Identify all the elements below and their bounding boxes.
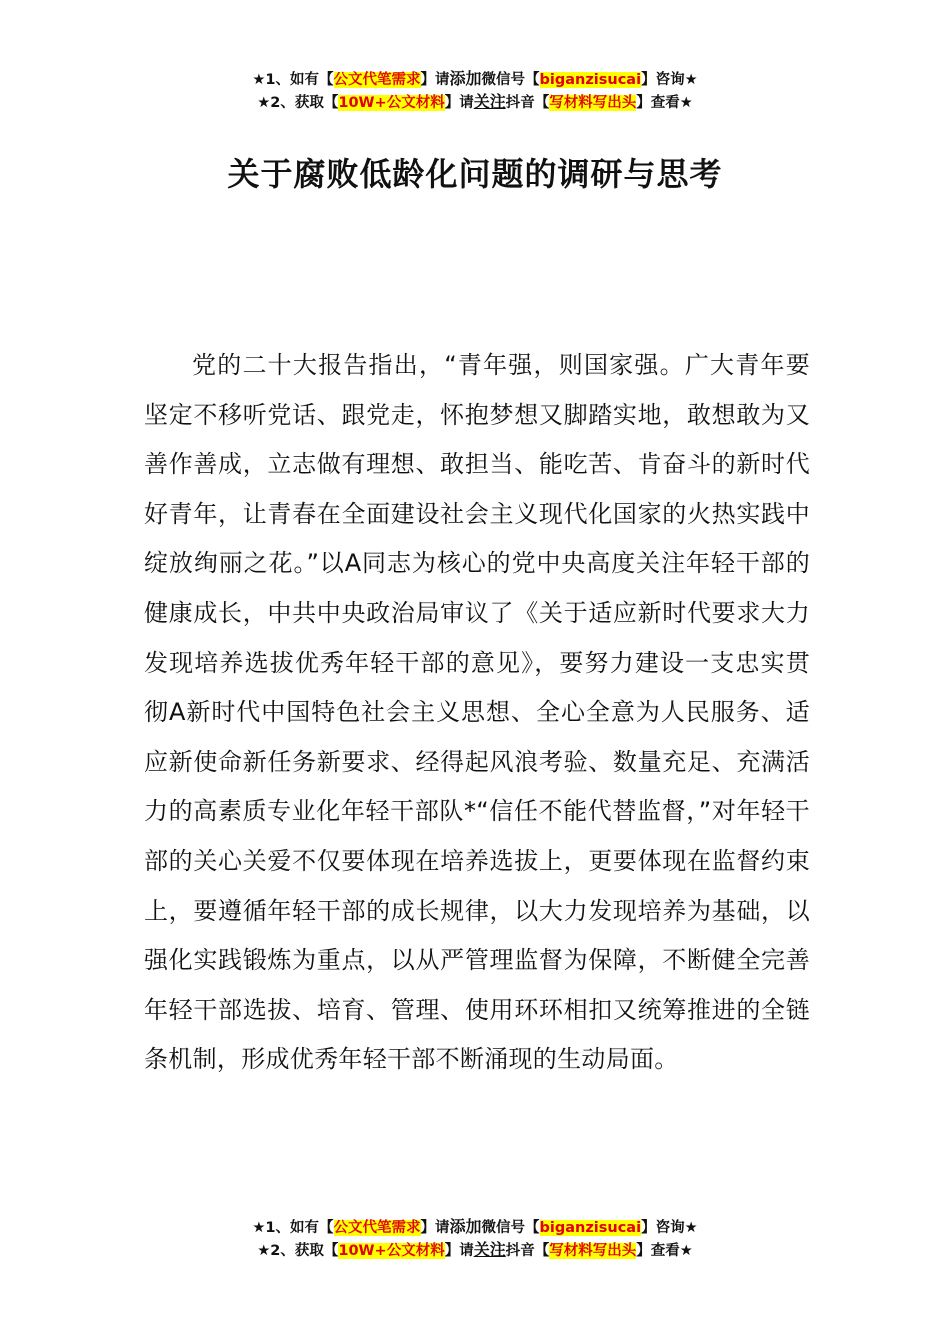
header-ad-line-1: ★1、如有【公文代笔需求】请添加微信号【biganzisucai】咨询★ <box>252 69 698 88</box>
wechat-id-highlight: biganzisucai <box>539 72 642 88</box>
footer-ad-line-2: ★2、获取【10W+公文材料】请关注抖音【写材料写出头】查看★ <box>257 1240 693 1259</box>
materials-highlight: 10W+公文材料 <box>338 1243 445 1259</box>
service-highlight: 公文代笔需求 <box>333 1220 421 1236</box>
document-title: 关于腐败低龄化问题的调研与思考 <box>227 155 723 193</box>
douyin-account-highlight: 写材料写出头 <box>549 95 637 111</box>
body-paragraph: 党的二十大报告指出，“青年强，则国家强。广大青年要坚定不移听党话、跟党走，怀抱梦想又脚踏实地，敢想敢为又善作善成，立志做有理想、敢担当、能吃苦、肯奋斗的新时代好青年，让青春在全面建设社会主义现代化国家的火热实践中绽放绚丽之花。”以A同志为核心的党中央高度关注年轻干部的健康成长，中共中央政治局审议了《关于适应新时代要求大力发现培养选拔优秀年轻干部的意见》，要努力建设一支忠实贯彻A新时代中国特色社会主义思想、全心全意为人民服务、适应新使命新任务新要求、经得起风浪考验、数量充足、充满活力的高素质专业化年轻干部队*“信任不能代替监督，”对年轻干部的关心关爱不仅要体现在培养选拔上，更要体现在监督约束上，要遵循年轻干部的成长规律，以大力发现培养为基础，以强化实践锻炼为重点，以从严管理监督为保障，不断健全完善年轻干部选拔、培育、管理、使用环环相扣又统筹推进的全链条机制，形成优秀年轻干部不断涌现的生动局面。 <box>144 351 810 1074</box>
wechat-id-highlight: biganzisucai <box>539 1220 642 1236</box>
douyin-account-highlight: 写材料写出头 <box>549 1243 637 1259</box>
service-highlight: 公文代笔需求 <box>333 72 421 88</box>
materials-highlight: 10W+公文材料 <box>338 95 445 111</box>
header-ad-line-2: ★2、获取【10W+公文材料】请关注抖音【写材料写出头】查看★ <box>257 92 693 111</box>
footer-ad-banner <box>0 1216 950 1262</box>
header-ad-banner <box>0 68 950 114</box>
footer-ad-line-1: ★1、如有【公文代笔需求】请添加微信号【biganzisucai】咨询★ <box>252 1217 698 1236</box>
